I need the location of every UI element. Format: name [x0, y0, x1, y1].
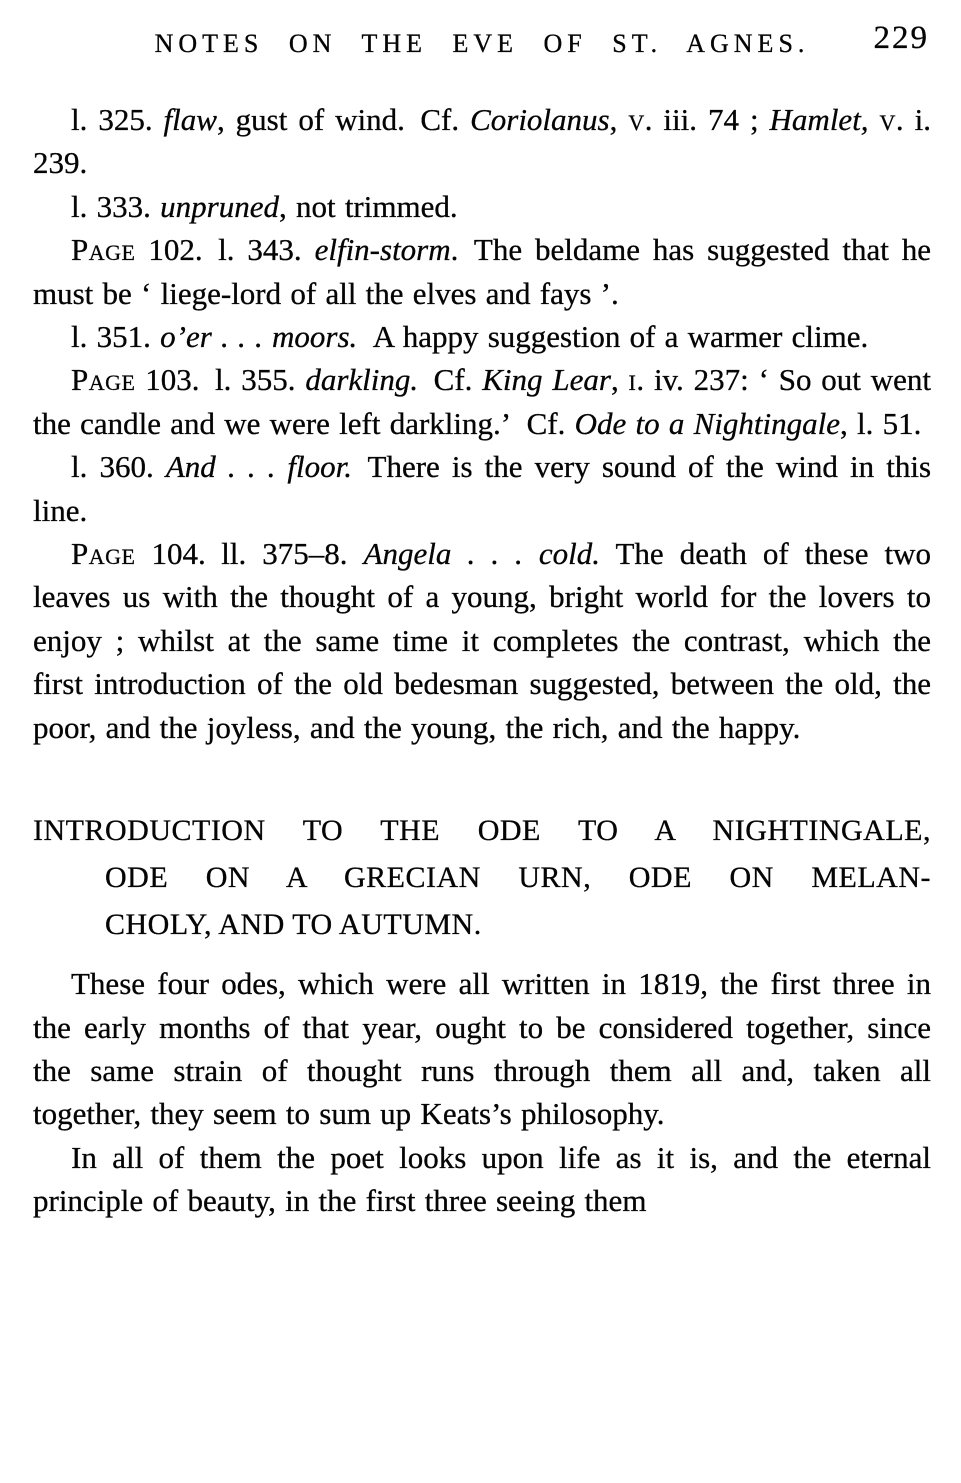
- introduction-section: [33, 807, 931, 1222]
- intro-paragraph-poet: In all of them the poet looks upon life as it is, and the eternal principle of beauty, in the first three seeing them: [33, 1139, 931, 1219]
- note-paragraph-page103: Page 103. l. 355. darkling. Cf. King Lear, i. iv. 237: ‘ So out went the candle and we were left darkling.’ Cf. Ode to a Nightingale, l. 51.: [33, 362, 932, 441]
- section-heading-line-3: CHOLY, AND TO AUTUMN.: [105, 908, 482, 942]
- section-heading-line-2: ODE ON A GRECIAN URN, ODE ON MELAN-: [105, 861, 931, 895]
- section-heading: [33, 807, 931, 948]
- notes-section: [33, 98, 931, 749]
- section-heading-line-1: INTRODUCTION TO THE ODE TO A NIGHTINGALE,: [33, 814, 931, 848]
- note-paragraph-l325: l. 325. flaw, gust of wind. Cf. Coriolanus, v. iii. 74 ; Hamlet, v. i. 239.: [33, 102, 932, 181]
- running-header-title: NOTES ON THE EVE OF ST. AGNES.: [154, 29, 810, 58]
- note-paragraph-l351: l. 351. o’er . . . moors. A happy suggestion of a warmer clime.: [71, 319, 869, 355]
- page-number: 229: [873, 20, 929, 56]
- intro-paragraph-odes: These four odes, which were all written in 1819, the first three in the early months of that year, ought to be considered together, since the same strain of thought runs through them all and, taken all together, they seem to sum up Keats’s philosophy.: [33, 966, 931, 1132]
- note-paragraph-l333: l. 333. unpruned, not trimmed.: [71, 188, 458, 224]
- note-paragraph-l360: l. 360. And . . . floor. There is the very sound of the wind in this line.: [33, 449, 932, 528]
- note-paragraph-page104: Page 104. ll. 375–8. Angela . . . cold. The death of these two leaves us with the thought of a young, bright world for the lovers to enjoy ; whilst at the same time it completes the contrast, which the first introduction of the old bedesman suggested, between the old, the poor, and the joyless, and the young, the rich, and the happy.: [33, 536, 931, 745]
- running-header: [33, 20, 931, 62]
- note-paragraph-page102: Page 102. l. 343. elfin-storm. The beldame has suggested that he must be ‘ liege-lord of all the elves and fays ’.: [33, 232, 931, 311]
